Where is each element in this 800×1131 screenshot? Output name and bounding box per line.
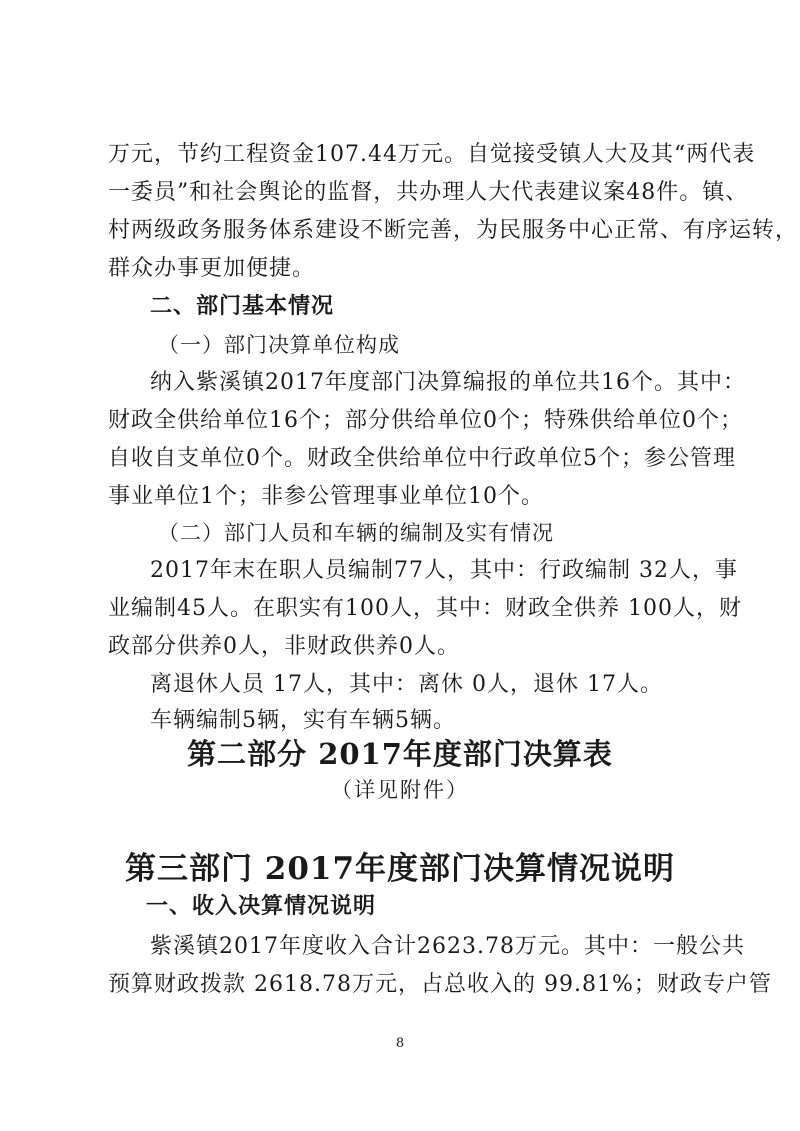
subsection-heading: （二）部门人员和车辆的编制及实有情况 xyxy=(158,521,554,545)
part3-title: 第三部门 2017年度部门决算情况说明 xyxy=(124,851,676,887)
paragraph-line: 一委员”和社会舆论的监督，共办理人大代表建议案48件。镇、 xyxy=(108,180,749,205)
section-heading: 一、收入决算情况说明 xyxy=(146,894,377,919)
paragraph-line: 车辆编制5辆，实有车辆5辆。 xyxy=(150,708,456,733)
paragraph-line: 纳入紫溪镇2017年度部门决算编报的单位共16个。其中： xyxy=(150,370,746,395)
paragraph-line: 预算财政拨款 2618.78万元，占总收入的 99.81%；财政专户管 xyxy=(108,972,772,997)
paragraph-line: 紫溪镇2017年度收入合计2623.78万元。其中：一般公共 xyxy=(150,934,745,959)
paragraph-line: 政部分供养0人，非财政供养0人。 xyxy=(108,634,460,659)
paragraph-line: 自收自支单位0个。财政全供给单位中行政单位5个；参公管理 xyxy=(108,446,736,471)
page-number: 8 xyxy=(395,1036,405,1051)
paragraph-line: 2017年末在职人员编制77人，其中：行政编制 32人，事 xyxy=(150,558,738,583)
subsection-heading: （一）部门决算单位构成 xyxy=(158,333,400,357)
paragraph-line: 财政全供给单位16个；部分供给单位0个；特殊供给单位0个； xyxy=(108,408,743,433)
part2-note: （详见附件） xyxy=(331,778,469,802)
paragraph-line: 离退休人员 17人，其中：离休 0人，退休 17人。 xyxy=(150,672,663,697)
section-heading: 二、部门基本情况 xyxy=(150,294,335,319)
paragraph-line: 村两级政务服务体系建设不断完善，为民服务中心正常、有序运转， xyxy=(108,218,799,243)
paragraph-line: 业编制45人。在职实有100人，其中：财政全供养 100人，财 xyxy=(108,596,742,621)
paragraph-line: 群众办事更加便捷。 xyxy=(108,256,316,281)
paragraph-line: 事业单位1个；非参公管理事业单位10个。 xyxy=(108,484,544,509)
part2-title: 第二部分 2017年度部门决算表 xyxy=(187,737,613,771)
paragraph-line: 万元，节约工程资金107.44万元。自觉接受镇人大及其“两代表 xyxy=(108,142,756,167)
